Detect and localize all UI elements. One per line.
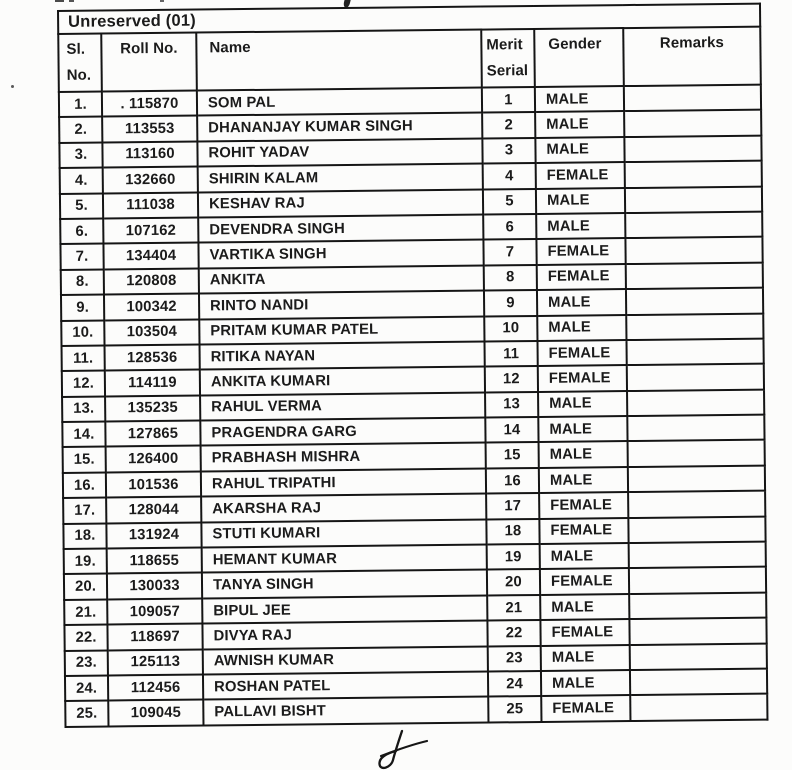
cell-sl-no: 6.: [60, 218, 103, 244]
cell-roll-no: 113160: [102, 141, 197, 167]
cell-name: SHIRIN KALAM: [198, 164, 483, 192]
cell-name: PRITAM KUMAR PATEL: [199, 316, 484, 344]
header-roll-no: Roll No.: [101, 33, 197, 92]
cell-name: PRAGENDRA GARG: [200, 418, 485, 446]
cell-remarks: [624, 85, 761, 112]
cell-roll-no: 134404: [103, 243, 198, 269]
cell-name: ANKITA: [199, 265, 484, 293]
cell-merit-serial: 18: [486, 519, 539, 545]
cell-roll-no: . 115870: [102, 91, 197, 117]
cell-roll-no: 112456: [108, 674, 203, 700]
cell-sl-no: 19.: [64, 549, 107, 575]
cell-gender: MALE: [537, 315, 626, 341]
cell-gender: MALE: [538, 416, 627, 442]
cell-name: HEMANT KUMAR: [202, 545, 487, 573]
cell-merit-serial: 7: [483, 239, 536, 265]
cell-sl-no: 9.: [61, 295, 104, 321]
header-remarks: Remarks: [623, 27, 761, 86]
cell-name: VARTIKA SINGH: [198, 240, 483, 268]
scan-artifact: [55, 0, 64, 2]
signature-mark: [368, 728, 440, 770]
cell-remarks: [626, 288, 763, 315]
cell-gender: FEMALE: [537, 340, 626, 366]
cell-remarks: [627, 389, 764, 416]
cell-name: RAHUL VERMA: [200, 392, 485, 420]
cell-merit-serial: 12: [485, 366, 538, 392]
cell-merit-serial: 9: [484, 290, 537, 316]
cell-sl-no: 23.: [65, 650, 108, 676]
cell-sl-no: 11.: [62, 345, 105, 371]
cell-name: STUTI KUMARI: [201, 519, 486, 547]
cell-gender: MALE: [535, 86, 624, 112]
cell-remarks: [629, 567, 766, 594]
cell-gender: FEMALE: [537, 264, 626, 290]
cell-sl-no: 18.: [63, 523, 106, 549]
cell-roll-no: 128536: [105, 344, 200, 370]
cell-remarks: [628, 491, 765, 518]
cell-sl-no: 16.: [63, 472, 106, 498]
cell-roll-no: 120808: [104, 268, 199, 294]
cell-sl-no: 15.: [63, 447, 106, 473]
scan-artifact: [160, 0, 164, 2]
cell-merit-serial: 13: [485, 392, 538, 418]
cell-gender: FEMALE: [539, 492, 628, 518]
cell-gender: FEMALE: [540, 568, 629, 594]
cell-merit-serial: 1: [482, 87, 535, 113]
cell-roll-no: 131924: [106, 522, 201, 548]
cell-gender: MALE: [539, 442, 628, 468]
cell-remarks: [626, 339, 763, 366]
cell-sl-no: 4.: [60, 168, 103, 194]
cell-name: RINTO NANDI: [199, 291, 484, 319]
cell-sl-no: 8.: [61, 269, 104, 295]
cell-roll-no: 109045: [108, 700, 203, 726]
cell-name: BIPUL JEE: [202, 595, 487, 623]
cell-remarks: [626, 313, 763, 340]
cell-merit-serial: 14: [485, 417, 538, 443]
header-sl-no: Sl. No.: [58, 34, 102, 92]
cell-remarks: [629, 592, 766, 619]
cell-merit-serial: 21: [487, 595, 540, 621]
cell-sl-no: 14.: [62, 422, 105, 448]
header-name: Name: [196, 30, 482, 91]
column-header-row: [58, 27, 761, 92]
cell-name: AKARSHA RAJ: [201, 494, 486, 522]
cell-gender: FEMALE: [536, 238, 625, 264]
cell-gender: MALE: [536, 213, 625, 239]
cell-gender: FEMALE: [539, 518, 628, 544]
merit-list-table-container: [57, 3, 768, 728]
header-gender: Gender: [534, 28, 624, 87]
cell-gender: MALE: [536, 188, 625, 214]
cell-gender: FEMALE: [540, 619, 629, 645]
cell-name: ANKITA KUMARI: [200, 367, 485, 395]
cell-name: TANYA SINGH: [202, 570, 487, 598]
cell-remarks: [628, 440, 765, 467]
cell-sl-no: 25.: [65, 701, 108, 727]
cell-roll-no: 113553: [102, 116, 197, 142]
cell-name: RAHUL TRIPATHI: [201, 468, 486, 496]
cell-merit-serial: 2: [482, 112, 535, 138]
cell-roll-no: 128044: [106, 497, 201, 523]
cell-roll-no: 114119: [105, 370, 200, 396]
cell-remarks: [627, 364, 764, 391]
cell-gender: MALE: [541, 670, 630, 696]
cell-sl-no: 22.: [64, 625, 107, 651]
cell-sl-no: 17.: [63, 498, 106, 524]
cell-remarks: [626, 262, 763, 289]
cell-sl-no: 3.: [59, 142, 102, 168]
cell-sl-no: 20.: [64, 574, 107, 600]
cell-remarks: [625, 237, 762, 264]
cell-sl-no: 12.: [62, 371, 105, 397]
scan-artifact: [69, 0, 74, 2]
cell-gender: MALE: [539, 467, 628, 493]
cell-merit-serial: 5: [483, 189, 536, 215]
cell-remarks: [629, 542, 766, 569]
cell-name: DHANANJAY KUMAR SINGH: [197, 113, 482, 141]
cell-remarks: [629, 618, 766, 645]
cell-sl-no: 13.: [62, 396, 105, 422]
cell-merit-serial: 15: [486, 442, 539, 468]
cell-name: KESHAV RAJ: [198, 189, 483, 217]
cell-name: ROHIT YADAV: [197, 138, 482, 166]
cell-roll-no: 126400: [106, 446, 201, 472]
scan-artifact-dot: [11, 85, 14, 88]
cell-merit-serial: 17: [486, 493, 539, 519]
cell-merit-serial: 3: [482, 138, 535, 164]
cell-name: RITIKA NAYAN: [200, 341, 485, 369]
cell-remarks: [627, 415, 764, 442]
cell-name: ROSHAN PATEL: [203, 672, 488, 700]
cell-remarks: [630, 643, 767, 670]
cell-roll-no: 109057: [107, 598, 202, 624]
cell-name: SOM PAL: [197, 88, 482, 116]
cell-roll-no: 125113: [108, 649, 203, 675]
cell-name: AWNISH KUMAR: [203, 646, 488, 674]
cell-remarks: [624, 135, 761, 162]
cell-gender: FEMALE: [541, 695, 630, 721]
cell-remarks: [628, 465, 765, 492]
cell-remarks: [625, 212, 762, 239]
cell-merit-serial: 8: [484, 265, 537, 291]
cell-name: DEVENDRA SINGH: [198, 215, 483, 243]
cell-roll-no: 127865: [105, 421, 200, 447]
cell-sl-no: 10.: [61, 320, 104, 346]
cell-sl-no: 7.: [60, 244, 103, 270]
cell-roll-no: 101536: [106, 471, 201, 497]
cell-gender: MALE: [538, 391, 627, 417]
cell-remarks: [630, 694, 767, 721]
cell-gender: FEMALE: [536, 162, 625, 188]
cell-merit-serial: 20: [487, 569, 540, 595]
cell-remarks: [628, 516, 765, 543]
merit-list-table: [57, 3, 769, 728]
cell-remarks: [625, 186, 762, 213]
cell-sl-no: 21.: [64, 599, 107, 625]
cell-merit-serial: 24: [488, 671, 541, 697]
cell-merit-serial: 22: [487, 620, 540, 646]
cell-roll-no: 118655: [107, 548, 202, 574]
cell-merit-serial: 11: [484, 341, 537, 367]
cell-gender: MALE: [541, 645, 630, 671]
category-header: Unreserved (01): [58, 4, 760, 34]
cell-name: DIVYA RAJ: [202, 621, 487, 649]
cell-name: PRABHASH MISHRA: [201, 443, 486, 471]
results-table-body: [58, 4, 768, 727]
cell-gender: MALE: [537, 289, 626, 315]
cell-merit-serial: 16: [486, 468, 539, 494]
cell-sl-no: 2.: [59, 117, 102, 143]
cell-merit-serial: 6: [483, 214, 536, 240]
cell-sl-no: 1.: [59, 92, 102, 118]
cell-name: PALLAVI BISHT: [203, 697, 488, 725]
cell-merit-serial: 4: [483, 163, 536, 189]
cell-remarks: [625, 161, 762, 188]
cell-roll-no: 111038: [103, 192, 198, 218]
cell-merit-serial: 10: [484, 316, 537, 342]
cell-merit-serial: 19: [487, 544, 540, 570]
cell-gender: MALE: [535, 111, 624, 137]
cell-roll-no: 107162: [103, 217, 198, 243]
cell-roll-no: 135235: [105, 395, 200, 421]
cell-roll-no: 100342: [104, 294, 199, 320]
cell-sl-no: 5.: [60, 193, 103, 219]
cell-gender: MALE: [540, 543, 629, 569]
cell-sl-no: 24.: [65, 675, 108, 701]
cell-roll-no: 103504: [104, 319, 199, 345]
cell-roll-no: 118697: [107, 624, 202, 650]
cell-remarks: [624, 110, 761, 137]
cell-gender: FEMALE: [538, 365, 627, 391]
cell-roll-no: 132660: [103, 167, 198, 193]
header-merit-serial: Merit Serial: [481, 29, 535, 88]
cell-roll-no: 130033: [107, 573, 202, 599]
cell-merit-serial: 25: [488, 696, 541, 722]
cell-remarks: [630, 669, 767, 696]
cell-gender: MALE: [535, 137, 624, 163]
cell-merit-serial: 23: [488, 646, 541, 672]
cell-gender: MALE: [540, 594, 629, 620]
